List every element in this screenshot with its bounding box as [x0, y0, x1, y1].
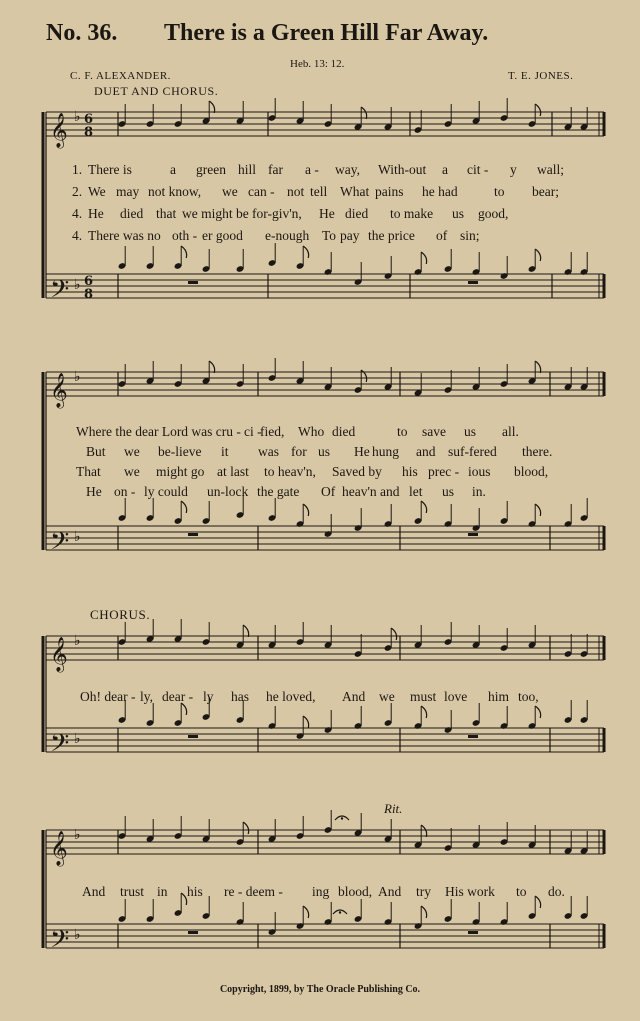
lyric-syllable: And [378, 884, 402, 899]
lyric-syllable: With-out [378, 162, 427, 177]
lyric-syllable: er good [202, 228, 243, 243]
lyric-syllable: ly, [140, 689, 153, 704]
lyric-syllable: a [170, 162, 176, 177]
lyric-syllable: we [379, 689, 395, 704]
lyric-syllable: y [510, 162, 517, 177]
bass-clef-icon: 𝄢 [50, 925, 70, 960]
lyric-syllable: be-lieve [158, 444, 202, 459]
lyric-syllable: in [157, 884, 168, 899]
note-flag [421, 252, 426, 264]
lyric-syllable: That [76, 464, 101, 479]
lyric-syllable: hung [372, 444, 399, 459]
bass-clef-icon: 𝄢 [50, 729, 70, 764]
lyric-syllable: suf-fered [448, 444, 497, 459]
lyric-syllable: oth - [172, 228, 198, 243]
lyric-syllable: us [452, 206, 465, 221]
lyric-syllable: let [409, 484, 423, 499]
lyric-syllable: he had [422, 184, 458, 199]
whole-rest-icon [468, 281, 478, 284]
chorus-line-2 [72, 884, 602, 902]
lyric-syllable: sin; [460, 228, 480, 243]
lyric-syllable: He [88, 206, 104, 221]
lyric-syllable: fied, [260, 424, 285, 439]
note-flag [361, 107, 366, 119]
flat-key-signature-icon: ♭ [74, 731, 81, 747]
bass-clef-icon: 𝄢 [50, 275, 70, 310]
lyric-syllable: tell [310, 184, 328, 199]
lyric-syllable: green [196, 162, 226, 177]
time-signature-bottom: 8 [84, 287, 94, 302]
whole-rest-icon [468, 735, 478, 738]
lyric-syllable: us [442, 484, 455, 499]
lyric-syllable: we [222, 184, 238, 199]
hymn-number: No. 36. [46, 20, 118, 46]
verse-line-1 [72, 162, 602, 180]
lyric-syllable: ly [203, 689, 214, 704]
lyric-syllable: save [422, 424, 446, 439]
lyric-syllable: ious [468, 464, 491, 479]
whole-rest-icon [468, 533, 478, 536]
lyric-syllable: ly could [144, 484, 188, 499]
lyric-syllable: 2. [72, 184, 83, 199]
lyric-syllable: ing [312, 884, 330, 899]
lyric-syllable: must [410, 689, 437, 704]
lyric-syllable: in. [472, 484, 486, 499]
lyric-syllable: we might be [182, 206, 249, 221]
lyric-syllable: the gate [257, 484, 300, 499]
flat-key-signature-icon: ♭ [74, 109, 81, 125]
lyric-syllable: and [416, 444, 436, 459]
lyric-syllable: He [319, 206, 335, 221]
lyric-syllable: us [464, 424, 477, 439]
lyric-syllable: pains [375, 184, 404, 199]
lyric-syllable: died [345, 206, 369, 221]
lyric-syllable: Where the dear Lord was cru - [76, 424, 241, 439]
lyric-syllable: too, [518, 689, 539, 704]
flat-key-signature-icon: ♭ [74, 529, 81, 545]
lyric-syllable: way, [335, 162, 360, 177]
lyric-syllable: Who [298, 424, 325, 439]
whole-rest-icon [188, 931, 198, 934]
lyric-syllable: was [258, 444, 279, 459]
lyricist-credit: C. F. ALEXANDER. [70, 70, 171, 82]
lyric-syllable: cit - [467, 162, 489, 177]
bass-clef-icon: 𝄢 [50, 527, 70, 562]
lyric-syllable: But [86, 444, 106, 459]
lyric-syllable: 1. [72, 162, 83, 177]
treble-clef-icon: 𝄞 [50, 373, 68, 408]
lyric-syllable: a [442, 162, 448, 177]
lyric-syllable: To [322, 228, 337, 243]
lyric-syllable: He [86, 484, 102, 499]
flat-key-signature-icon: ♭ [74, 927, 81, 943]
lyric-syllable: of [436, 228, 448, 243]
lyric-syllable: his [187, 884, 203, 899]
lyric-syllable: on - [114, 484, 136, 499]
fermata-dot [339, 911, 341, 913]
lyric-syllable: not know, [148, 184, 202, 199]
note-flag [421, 501, 426, 513]
time-signature-top: 6 [84, 112, 94, 127]
lyric-syllable: 4. [72, 206, 83, 221]
lyric-syllable: died [332, 424, 356, 439]
treble-clef-icon: 𝄞 [50, 637, 68, 672]
chorus-label: CHORUS. [90, 607, 151, 622]
fermata-dot [341, 817, 343, 819]
lyric-syllable: love [444, 689, 468, 704]
lyric-syllable: to [494, 184, 505, 199]
lyric-syllable: What [340, 184, 370, 199]
verse-line-b-4 [72, 484, 602, 502]
lyric-syllable: it [221, 444, 229, 459]
note-flag [181, 501, 186, 513]
lyric-syllable: wall; [537, 162, 564, 177]
note-flag [209, 361, 214, 373]
lyric-syllable: prec - [428, 464, 460, 479]
lyric-syllable: at last [217, 464, 249, 479]
lyric-syllable: His work [445, 884, 495, 899]
lyric-syllable: has [231, 689, 249, 704]
lyric-syllable: can - [248, 184, 275, 199]
lyric-syllable: And [82, 884, 106, 899]
verse-line-2 [72, 184, 602, 202]
lyric-syllable: un-lock [207, 484, 249, 499]
note-flag [421, 706, 426, 718]
note-flag [243, 822, 248, 834]
lyric-syllable: to make [390, 206, 434, 221]
lyric-syllable: we [124, 444, 140, 459]
whole-rest-icon [188, 281, 198, 284]
whole-rest-icon [468, 931, 478, 934]
note-flag [535, 361, 540, 373]
lyric-syllable: blood, [514, 464, 549, 479]
verse-line-b-2 [72, 444, 602, 462]
lyric-syllable: try [416, 884, 431, 899]
time-signature-bottom: 8 [84, 125, 94, 140]
note-flag [421, 825, 426, 837]
copyright-notice: Copyright, 1899, by The Oracle Publishing Co. [219, 984, 421, 995]
lyric-syllable: for-giv'n, [252, 206, 302, 221]
lyric-syllable: There was no [88, 228, 161, 243]
whole-rest-icon [188, 735, 198, 738]
lyric-syllable: good, [478, 206, 509, 221]
lyric-syllable: Of [321, 484, 336, 499]
note-flag [303, 246, 308, 258]
verse-line-b-3 [72, 464, 602, 482]
lyric-syllable: heav'n and [342, 484, 400, 499]
lyric-syllable: us [318, 444, 331, 459]
lyric-syllable: bear; [532, 184, 559, 199]
lyric-syllable: all. [502, 424, 519, 439]
lyric-syllable: for [291, 444, 307, 459]
lyric-syllable: that [156, 206, 177, 221]
lyric-syllable: died [120, 206, 144, 221]
note-flag [421, 906, 426, 918]
lyric-syllable: e-nough [265, 228, 310, 243]
lyric-syllable: dear - [162, 689, 194, 704]
lyric-syllable: to [397, 424, 408, 439]
lyric-syllable: may [116, 184, 140, 199]
verse-line-3 [72, 206, 602, 224]
note-flag [535, 706, 540, 718]
composer-credit: T. E. JONES. [508, 70, 574, 82]
note-flag [391, 628, 396, 640]
flat-key-signature-icon: ♭ [74, 277, 81, 293]
lyric-syllable: to [516, 884, 527, 899]
lyric-syllable: the price [368, 228, 415, 243]
lyric-syllable: trust [120, 884, 145, 899]
ritardando-marking: Rit. [384, 801, 403, 816]
lyric-syllable: 4. [72, 228, 83, 243]
flat-key-signature-icon: ♭ [74, 633, 81, 649]
note-flag [303, 504, 308, 516]
lyric-syllable: Oh! dear - [80, 689, 136, 704]
hymn-title: There is a Green Hill Far Away. [164, 20, 489, 46]
note-flag [181, 246, 186, 258]
verse-line-b-1 [72, 424, 602, 442]
note-flag [535, 504, 540, 516]
flat-key-signature-icon: ♭ [74, 369, 81, 385]
lyric-syllable: we [124, 464, 140, 479]
note-flag [303, 716, 308, 728]
lyric-syllable: a - [305, 162, 319, 177]
lyric-syllable: his [402, 464, 418, 479]
lyric-syllable: not [287, 184, 305, 199]
lyric-syllable: Saved by [332, 464, 382, 479]
lyric-syllable: We [88, 184, 106, 199]
lyric-syllable: ci - [244, 424, 262, 439]
lyric-syllable: There is [88, 162, 132, 177]
time-signature-top: 6 [84, 274, 94, 289]
lyric-syllable: he loved, [266, 689, 316, 704]
chorus-line-1 [72, 689, 602, 707]
note-flag [535, 249, 540, 261]
verse-line-4 [72, 228, 602, 246]
lyric-syllable: him [488, 689, 510, 704]
note-flag [243, 625, 248, 637]
scripture-reference: Heb. 13: 12. [290, 58, 345, 70]
treble-clef-icon: 𝄞 [50, 113, 68, 148]
arrangement-label: DUET AND CHORUS. [94, 84, 219, 98]
lyric-syllable: And [342, 689, 366, 704]
lyric-syllable: do. [548, 884, 565, 899]
lyric-syllable: re - deem - [224, 884, 283, 899]
flat-key-signature-icon: ♭ [74, 827, 81, 843]
lyric-syllable: hill [238, 162, 257, 177]
note-flag [535, 104, 540, 116]
lyric-syllable: there. [522, 444, 553, 459]
whole-rest-icon [188, 533, 198, 536]
lyric-syllable: far [268, 162, 283, 177]
note-flag [303, 906, 308, 918]
lyric-syllable: pay [340, 228, 360, 243]
lyric-syllable: to heav'n, [264, 464, 316, 479]
note-flag [209, 101, 214, 113]
lyric-syllable: blood, [338, 884, 373, 899]
lyric-syllable: might go [156, 464, 205, 479]
lyric-syllable: He [354, 444, 370, 459]
treble-clef-icon: 𝄞 [50, 831, 68, 866]
